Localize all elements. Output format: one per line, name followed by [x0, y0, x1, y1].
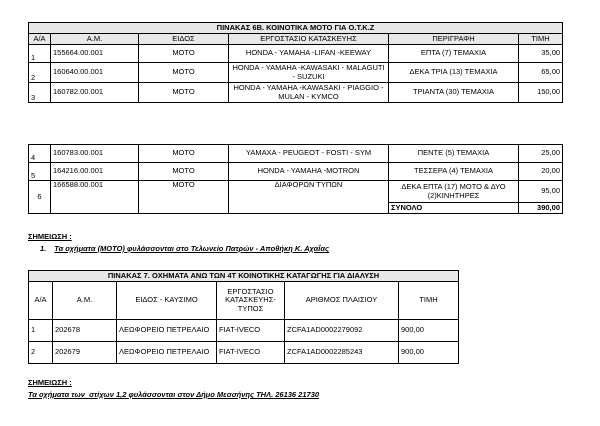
col-header-price: ΤΙΜΗ	[399, 282, 459, 320]
note1-text: Τα οχήματα (ΜΟΤΟ) φυλάσσονται στο Τελωνείο Πατρών - Αποθήκη Κ. Αχαΐας	[54, 244, 330, 253]
cell-type-fuel: ΛΕΩΦΟΡΕΙΟ ΠΕΤΡΕΛΑΙΟ	[117, 320, 217, 342]
table-row	[29, 181, 563, 203]
note1-title: ΣΗΜΕΙΩΣΗ :	[28, 232, 72, 241]
cell-aa: 2	[29, 342, 53, 364]
note1-line	[40, 244, 329, 253]
cell-vin: ZCFA1AD0002279092	[285, 320, 399, 342]
cell-type: ΜΟΤΟ	[139, 163, 229, 181]
cell-maker: HONDA - YAMAHA -LIFAN -KEEWAY	[229, 45, 389, 63]
note1-number: 1.	[40, 244, 47, 253]
cell-desc: ΕΠΤΑ (7) ΤΕΜΑΧΙΑ	[389, 45, 519, 63]
table-row	[29, 163, 563, 181]
cell-vin: ZCFA1AD0002285243	[285, 342, 399, 364]
table-7-title: ΠΙΝΑΚΑΣ 7. ΟΧΗΜΑΤΑ ΑΝΩ ΤΩΝ 4Τ ΚΟΙΝΟΤΙΚΗΣ ΚΑΤΑΓΩΓΗΣ ΓΙΑ ΔΙΑΛΥΣΗ	[29, 271, 459, 282]
cell-aa: 4	[29, 145, 51, 163]
cell-desc: ΤΡΙΑΝΤΑ (30) ΤΕΜΑΧΙΑ	[389, 83, 519, 103]
col-header-aa: Α/Α	[29, 282, 53, 320]
cell-am: 160640.00.001	[51, 63, 139, 83]
cell-maker: FIAT-IVECO	[217, 342, 285, 364]
table-7	[28, 270, 459, 364]
cell-type: ΜΟΤΟ	[139, 63, 229, 83]
cell-maker: HONDA - YAMAHA -KAWASAKI - PIAGGIO - MULAN - KYMCO	[229, 83, 389, 103]
cell-am: 155664.00.001	[51, 45, 139, 63]
cell-desc: ΔΕΚΑ ΤΡΙΑ (13) ΤΕΜΑΧΙΑ	[389, 63, 519, 83]
cell-price: 900,00	[399, 320, 459, 342]
cell-type: ΜΟΤΟ	[139, 145, 229, 163]
table-row	[29, 63, 563, 83]
note2-prefix: Τα οχήματα των	[28, 390, 90, 399]
cell-am: 160782.00.001	[51, 83, 139, 103]
cell-am: 160783.00.001	[51, 145, 139, 163]
total-value: 390,00	[519, 203, 563, 214]
note2-text: στίχων 1,2 φυλάσσονται στον Δήμο Μεσσήνης ΤΗΛ. 26136 21730	[89, 390, 320, 399]
col-header-type-fuel: ΕΙΔΟΣ - ΚΑΥΣΙΜΟ	[117, 282, 217, 320]
cell-aa: 1	[29, 45, 51, 63]
col-header-aa: Α/Α	[29, 34, 51, 45]
table-6b-title: ΠΙΝΑΚΑΣ 6Β. ΚΟΙΝΟΤΙΚΑ ΜΟΤΟ ΓΙΑ Ο.Τ.Κ.Ζ	[29, 23, 563, 34]
note2-line	[28, 390, 319, 399]
cell-maker: FIAT-IVECO	[217, 320, 285, 342]
col-header-type: ΕΙΔΟΣ	[139, 34, 229, 45]
cell-aa: 5	[29, 163, 51, 181]
table-6b-continued	[28, 144, 563, 214]
cell-desc: ΠΕΝΤΕ (5) ΤΕΜΑΧΙΑ	[389, 145, 519, 163]
cell-type-fuel: ΛΕΩΦΟΡΕΙΟ ΠΕΤΡΕΛΑΙΟ	[117, 342, 217, 364]
cell-price: 65,00	[519, 63, 563, 83]
cell-type: ΜΟΤΟ	[139, 45, 229, 63]
cell-price: 20,00	[519, 163, 563, 181]
col-header-am: Α.Μ.	[53, 282, 117, 320]
cell-maker: HONDA - YAMAHA -MOTRON	[229, 163, 389, 181]
table-row	[29, 320, 459, 342]
col-header-maker: ΕΡΓΟΣΤΑΣΙΟ ΚΑΤΑΣΚΕΥΗΣ	[229, 34, 389, 45]
cell-aa: 1	[29, 320, 53, 342]
cell-price: 95,00	[519, 181, 563, 203]
cell-am: 202679	[53, 342, 117, 364]
cell-am: 164216.00.001	[51, 163, 139, 181]
cell-am: 166588.00.001	[51, 181, 139, 214]
cell-desc: ΔΕΚΑ ΕΠΤΑ (17) ΜΟΤΟ & ΔΥΟ (2)ΚΙΝΗΤΗΡΕΣ	[389, 181, 519, 203]
table-row	[29, 145, 563, 163]
total-label: ΣΥΝΟΛΟ	[389, 203, 519, 214]
table-row	[29, 342, 459, 364]
table-row	[29, 83, 563, 103]
table-6b	[28, 22, 563, 103]
cell-aa: 6	[29, 181, 51, 214]
cell-maker: ΔΙΑΦΟΡΩΝ ΤΥΠΩΝ	[229, 181, 389, 214]
col-header-maker-model: ΕΡΓΟΣΤΑΣΙΟ ΚΑΤΑΣΚΕΥΗΣ- ΤΥΠΟΣ	[217, 282, 285, 320]
col-header-am: Α.Μ.	[51, 34, 139, 45]
col-header-price: ΤΙΜΗ	[519, 34, 563, 45]
cell-type: ΜΟΤΟ	[139, 83, 229, 103]
col-header-desc: ΠΕΡΙΓΡΑΦΗ	[389, 34, 519, 45]
note2-title: ΣΗΜΕΙΩΣΗ :	[28, 378, 72, 387]
cell-am: 202678	[53, 320, 117, 342]
cell-type: ΜΟΤΟ	[139, 181, 229, 214]
col-header-vin: ΑΡΙΘΜΟΣ ΠΛΑΙΣΙΟΥ	[285, 282, 399, 320]
cell-desc: ΤΕΣΣΕΡΑ (4) ΤΕΜΑΧΙΑ	[389, 163, 519, 181]
cell-price: 35,00	[519, 45, 563, 63]
cell-aa: 3	[29, 83, 51, 103]
cell-price: 900,00	[399, 342, 459, 364]
cell-maker: HONDA - YAMAHA -KAWASAKI - MALAGUTI - SUZUKI	[229, 63, 389, 83]
cell-price: 25,00	[519, 145, 563, 163]
cell-aa: 2	[29, 63, 51, 83]
cell-maker: YAMAXA - PEUGEOT - FOSTI - SYM	[229, 145, 389, 163]
cell-price: 150,00	[519, 83, 563, 103]
table-row	[29, 45, 563, 63]
